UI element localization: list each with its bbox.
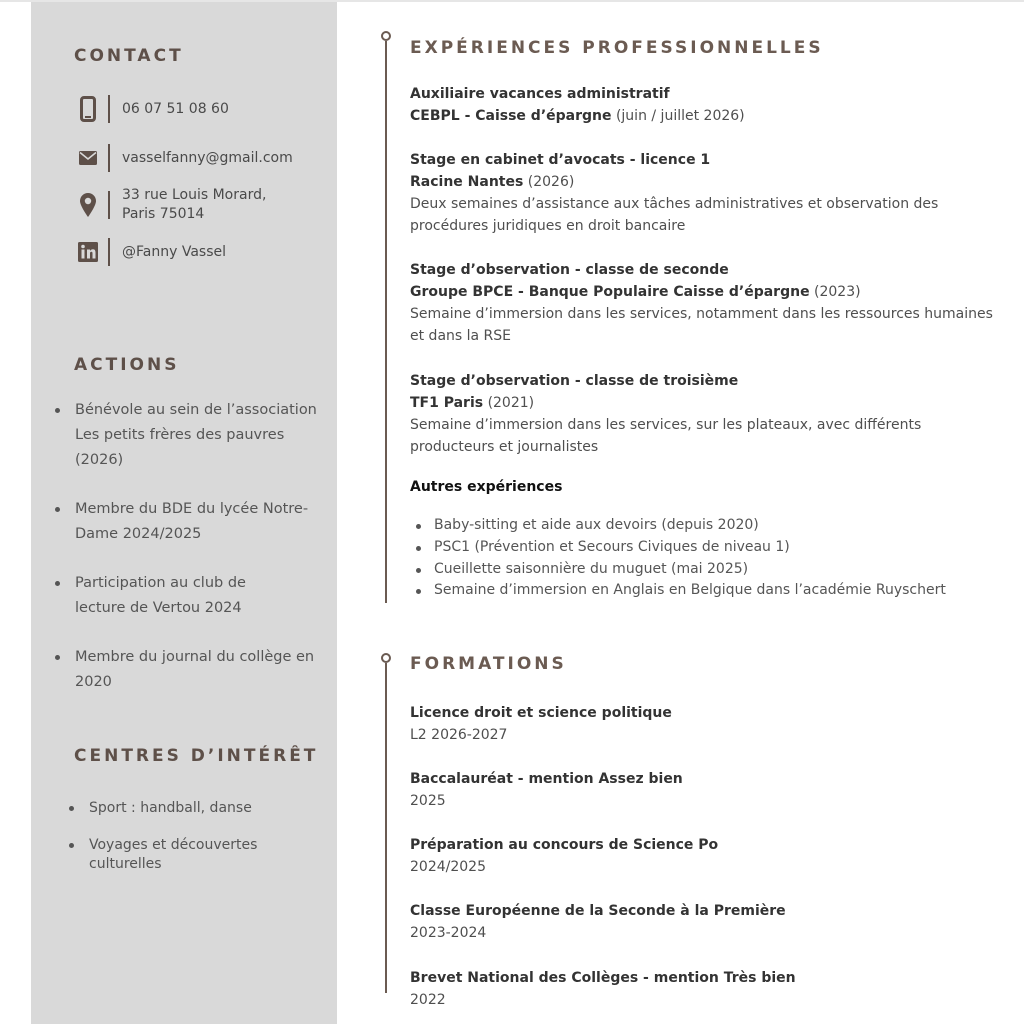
entry-title: Stage d’observation - classe de seconde	[410, 262, 729, 278]
experience-entry	[410, 370, 1010, 458]
list-item-line: Membre du BDE du lycée Notre-	[75, 501, 309, 517]
list-item	[55, 497, 325, 547]
list-item: PSC1 (Prévention et Secours Civiques de niveau 1)	[416, 537, 1016, 559]
timeline-marker	[381, 653, 391, 663]
entry-date: (juin / juillet 2026)	[615, 108, 745, 124]
list-item-line: Bénévole au sein de l’association	[75, 402, 317, 418]
entry-date: 2025	[410, 793, 446, 809]
entry-organization: CEBPL - Caisse d’épargne	[410, 108, 612, 124]
list-item-line: Voyages et découvertes	[89, 837, 258, 853]
other-experiences-heading: Autres expériences	[410, 479, 563, 495]
experience-entry	[410, 83, 1010, 127]
address-line-2: Paris 75014	[122, 206, 205, 222]
entry-description: Semaine d’immersion dans les services, sur les plateaux, avec différents producteurs et journalistes	[410, 417, 922, 455]
contact-separator	[108, 144, 110, 172]
list-item-line: Les petits frères des pauvres	[75, 427, 285, 443]
contact-linkedin	[78, 238, 226, 266]
entry-title: Auxiliaire vacances administratif	[410, 86, 670, 102]
list-item-line: Sport : handball, danse	[89, 800, 252, 816]
list-item-line: (2026)	[75, 452, 124, 468]
education-entry	[410, 834, 1010, 878]
contact-email	[78, 144, 293, 172]
list-item: Cueillette saisonnière du muguet (mai 2025)	[416, 559, 1016, 581]
phone-icon	[78, 97, 98, 121]
linkedin-icon	[78, 240, 98, 264]
interests-list	[69, 799, 319, 892]
entry-description: Deux semaines d’assistance aux tâches administratives et observation des procédures juridiques en droit bancaire	[410, 196, 939, 234]
list-item: Baby-sitting et aide aux devoirs (depuis 2020)	[416, 515, 1016, 537]
education-entry	[410, 900, 1010, 944]
contact-heading: CONTACT	[74, 46, 184, 66]
entry-date: L2 2026-2027	[410, 727, 508, 743]
mail-icon	[78, 146, 98, 170]
entry-title: Baccalauréat - mention Assez bien	[410, 771, 683, 787]
experiences-heading: EXPÉRIENCES PROFESSIONNELLES	[410, 38, 824, 58]
list-item-line: Dame 2024/2025	[75, 526, 202, 542]
experience-entry	[410, 149, 1010, 237]
interests-heading: CENTRES D’INTÉRÊT	[74, 746, 319, 766]
list-item-line: Participation au club de	[75, 575, 246, 591]
entry-title: Brevet National des Collèges - mention Très bien	[410, 970, 796, 986]
entry-title: Stage en cabinet d’avocats - licence 1	[410, 152, 711, 168]
education-entry	[410, 967, 1010, 1011]
entry-date: (2026)	[527, 174, 575, 190]
entry-title: Préparation au concours de Science Po	[410, 837, 719, 853]
list-item	[55, 398, 325, 473]
list-item-line: Membre du journal du collège en	[75, 649, 315, 665]
entry-date: 2024/2025	[410, 859, 486, 875]
entry-title: Stage d’observation - classe de troisième	[410, 373, 739, 389]
list-item-line: culturelles	[89, 856, 162, 872]
entry-title: Classe Européenne de la Seconde à la Première	[410, 903, 786, 919]
education-entry	[410, 702, 1010, 746]
entry-date: (2021)	[487, 395, 535, 411]
formations-heading: FORMATIONS	[410, 654, 567, 674]
entry-date: 2023-2024	[410, 925, 487, 941]
list-item	[55, 571, 325, 621]
actions-list	[55, 398, 325, 719]
list-item-line: 2020	[75, 674, 112, 690]
address-line-1: 33 rue Louis Morard,	[122, 187, 267, 203]
contact-separator	[108, 191, 110, 219]
linkedin-handle[interactable]: @Fanny Vassel	[122, 243, 226, 260]
list-item	[69, 799, 319, 818]
other-experiences-list	[416, 515, 1016, 602]
list-item-line: lecture de Vertou 2024	[75, 600, 242, 616]
entry-date: 2022	[410, 992, 446, 1008]
contact-separator	[108, 238, 110, 266]
entry-organization: Racine Nantes	[410, 174, 524, 190]
timeline-marker	[381, 31, 391, 41]
entry-organization: Groupe BPCE - Banque Populaire Caisse d’épargne	[410, 284, 810, 300]
location-pin-icon	[78, 193, 98, 217]
experience-entry	[410, 259, 1010, 347]
list-item: Semaine d’immersion en Anglais en Belgique dans l’académie Ruyschert	[416, 580, 1016, 602]
contact-separator	[108, 95, 110, 123]
email-address[interactable]: vasselfanny@gmail.com	[122, 149, 293, 166]
list-item	[69, 836, 319, 874]
entry-title: Licence droit et science politique	[410, 705, 672, 721]
phone-number[interactable]: 06 07 51 08 60	[122, 100, 229, 117]
entry-organization: TF1 Paris	[410, 395, 484, 411]
entry-date: (2023)	[814, 284, 861, 300]
list-item	[55, 645, 325, 695]
postal-address	[122, 186, 266, 224]
timeline-line	[385, 663, 387, 993]
contact-address	[78, 186, 266, 224]
entry-description: Semaine d’immersion dans les services, notamment dans les ressources humaines et dans la RSE	[410, 306, 993, 344]
education-entry	[410, 768, 1010, 812]
contact-phone	[78, 95, 229, 123]
timeline-line	[385, 41, 387, 603]
actions-heading: ACTIONS	[74, 355, 180, 375]
